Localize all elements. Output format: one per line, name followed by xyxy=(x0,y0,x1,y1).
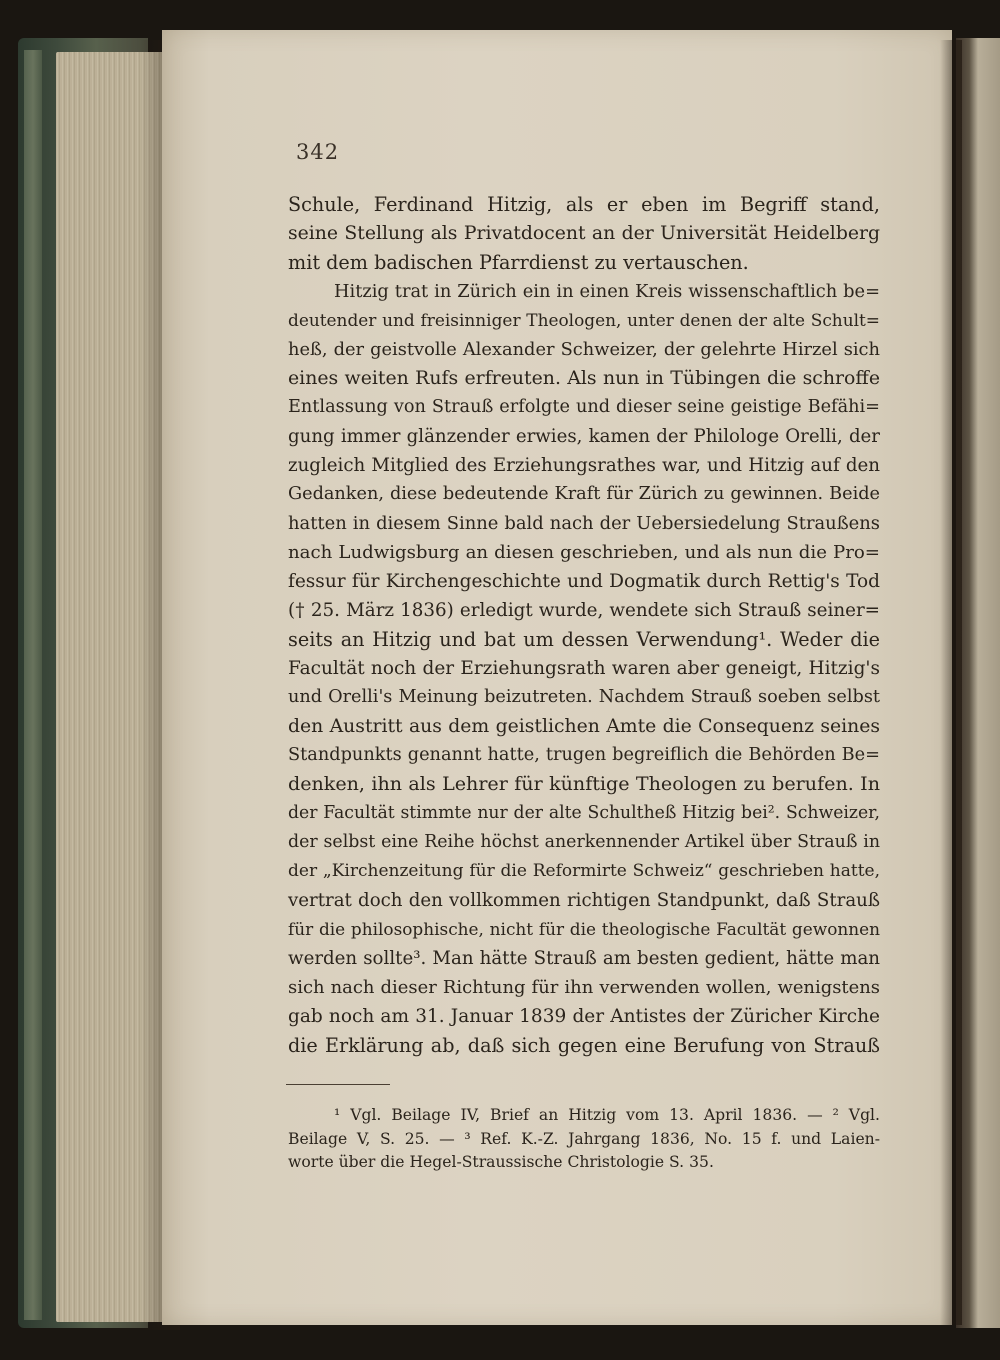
text-line: Facultät noch der Erziehungsrath waren aber geneigt, Hitzig's xyxy=(288,658,880,679)
text-line: nach Ludwigsburg an diesen geschrieben, und als nun die Pro= xyxy=(288,542,880,563)
text-line: fessur für Kirchengeschichte und Dogmatik durch Rettig's Tod xyxy=(288,571,880,592)
text-line: der Facultät stimmte nur der alte Schultheß Hitzig bei². Schweizer, xyxy=(288,803,880,823)
body-text xyxy=(288,190,880,1060)
text-line: eines weiten Rufs erfreuten. Als nun in Tübingen die schroffe xyxy=(288,367,880,389)
footnote-line: Beilage V, S. 25. — ³ Ref. K.-Z. Jahrgang 1836, No. 15 f. und Laien- xyxy=(288,1129,880,1148)
footnote-line: worte über die Hegel-Straussische Christologie S. 35. xyxy=(288,1153,714,1171)
text-line: heß, der geistvolle Alexander Schweizer, der gelehrte Hirzel sich xyxy=(288,339,880,360)
text-line: Hitzig trat in Zürich ein in einen Kreis wissenschaftlich be= xyxy=(334,281,880,302)
text-line: für die philosophische, nicht für die theologische Facultät gewonnen xyxy=(288,919,880,939)
text-line: Schule, Ferdinand Hitzig, als er eben im Begriff stand, xyxy=(288,193,880,216)
text-line: den Austritt aus dem geistlichen Amte die Consequenz seines xyxy=(288,716,880,737)
text-line: gab noch am 31. Januar 1839 der Antistes der Züricher Kirche xyxy=(288,1006,880,1027)
text-line: gung immer glänzender erwies, kamen der Philologe Orelli, der xyxy=(288,426,880,447)
footnotes xyxy=(288,1104,880,1175)
next-page-sliver xyxy=(956,38,1000,1328)
text-line: vertrat doch den vollkommen richtigen Standpunkt, daß Strauß xyxy=(288,890,880,911)
text-line: zugleich Mitglied des Erziehungsrathes war, und Hitzig auf den xyxy=(288,455,880,476)
text-line: denken, ihn als Lehrer für künftige Theologen zu berufen. In xyxy=(288,773,880,795)
footnote-rule xyxy=(286,1084,390,1085)
text-line: Gedanken, diese bedeutende Kraft für Zürich zu gewinnen. Beide xyxy=(288,484,880,504)
text-line: († 25. März 1836) erledigt wurde, wendete sich Strauß seiner= xyxy=(288,600,880,621)
text-line: der „Kirchenzeitung für die Reformirte Schweiz“ geschrieben hatte, xyxy=(288,861,880,881)
text-line: sich nach dieser Richtung für ihn verwenden wollen, wenigstens xyxy=(288,977,880,998)
text-line: die Erklärung ab, daß sich gegen eine Berufung von Strauß xyxy=(288,1034,880,1057)
text-line: seine Stellung als Privatdocent an der Universität Heidelberg xyxy=(288,223,880,244)
text-line: werden sollte³. Man hätte Strauß am besten gedient, hätte man xyxy=(288,948,880,969)
cover-edge xyxy=(24,50,42,1320)
text-line: der selbst eine Reihe höchst anerkennender Artikel über Strauß in xyxy=(288,832,880,852)
text-line: deutender und freisinniger Theologen, unter denen der alte Schult= xyxy=(288,310,880,330)
text-line: und Orelli's Meinung beizutreten. Nachdem Strauß soeben selbst xyxy=(288,687,880,707)
page-number: 342 xyxy=(296,140,340,164)
text-line: Standpunkts genannt hatte, trugen begreiflich die Behörden Be= xyxy=(288,745,880,765)
text-line: mit dem badischen Pfarrdienst zu vertauschen. xyxy=(288,251,749,274)
text-line: Entlassung von Strauß erfolgte und dieser seine geistige Befähi= xyxy=(288,397,880,417)
footnote-line: ¹ Vgl. Beilage IV, Brief an Hitzig vom 13. April 1836. — ² Vgl. xyxy=(334,1106,880,1124)
gutter-shadow-right xyxy=(940,40,962,1325)
text-line: hatten in diesem Sinne bald nach der Uebersiedelung Straußens xyxy=(288,513,880,534)
text-line: seits an Hitzig und bat um dessen Verwendung¹. Weder die xyxy=(288,628,880,651)
